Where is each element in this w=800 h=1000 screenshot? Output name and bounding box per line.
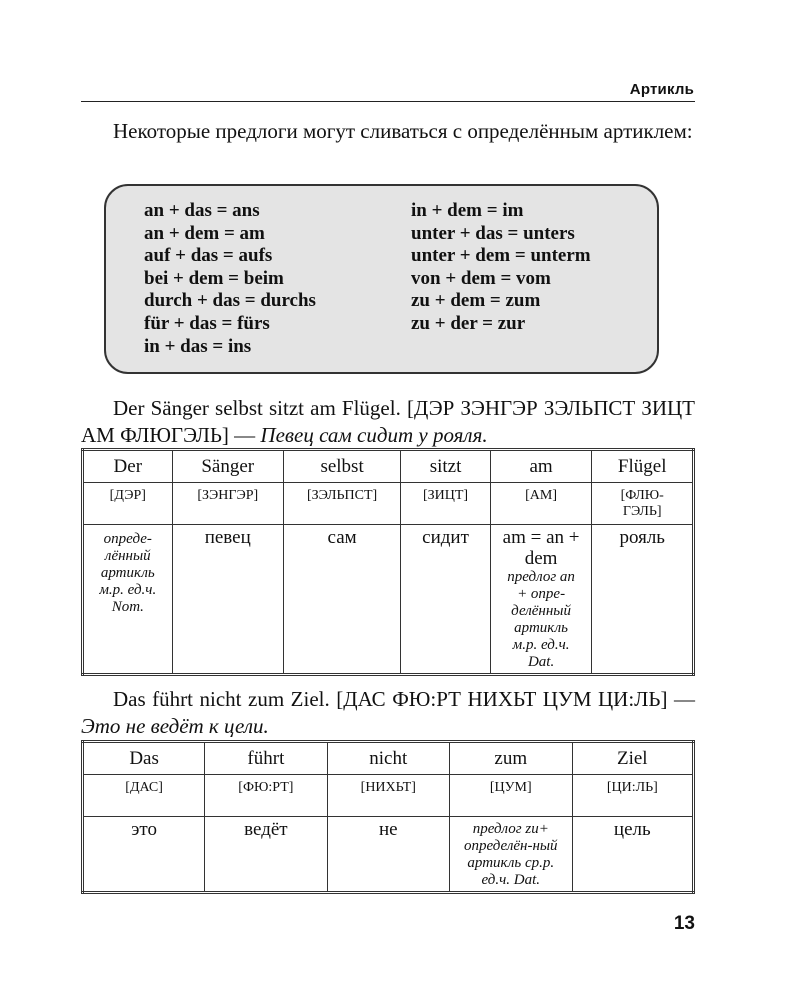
word-cell: Das bbox=[83, 742, 205, 775]
header-rule bbox=[81, 101, 695, 102]
pronunciation-cell: [ЗИЦТ] bbox=[401, 483, 490, 525]
contraction-item: für + das = fürs bbox=[144, 312, 270, 334]
pronunciation-cell: [ФЮ:РТ] bbox=[205, 775, 327, 817]
example2-german: Das führt nicht zum Ziel. [ДАС ФЮ:РТ НИХЬТ ЦУМ ЦИ:ЛЬ] — bbox=[113, 687, 695, 711]
meaning-cell: певец bbox=[172, 525, 283, 675]
example2-sentence bbox=[81, 686, 695, 740]
contraction-item: unter + dem = unterm bbox=[411, 245, 591, 267]
pronunciation-cell: [ФЛЮ-ГЭЛЬ] bbox=[592, 483, 694, 525]
word-cell: nicht bbox=[327, 742, 449, 775]
contraction-item: unter + das = unters bbox=[411, 222, 575, 244]
table-row bbox=[83, 450, 694, 483]
meaning-cell bbox=[83, 525, 173, 675]
contraction-item: in + das = ins bbox=[144, 335, 252, 357]
contractions-left-column bbox=[144, 200, 316, 358]
example2-translation: Это не ведёт к цели. bbox=[81, 714, 269, 738]
example2-gloss-table bbox=[81, 740, 695, 894]
meaning-cell: это bbox=[83, 817, 205, 893]
meaning-main: am = an + dem bbox=[502, 527, 580, 569]
contractions-box bbox=[104, 184, 659, 374]
meaning-cell bbox=[449, 817, 572, 893]
pronunciation-cell: [АМ] bbox=[490, 483, 592, 525]
word-cell: am bbox=[490, 450, 592, 483]
word-cell: zum bbox=[449, 742, 572, 775]
pronunciation-cell: [ЦИ:ЛЬ] bbox=[572, 775, 693, 817]
meaning-cell bbox=[490, 525, 592, 675]
contraction-item: bei + dem = beim bbox=[144, 267, 284, 289]
example1-german: Der Sänger selbst sitzt am Flügel. [ДЭР ЗЭНГЭР ЗЭЛЬПСТ ЗИЦТ АМ ФЛЮГЭЛЬ] — bbox=[81, 396, 695, 447]
meaning-cell: рояль bbox=[592, 525, 694, 675]
word-cell: Der bbox=[83, 450, 173, 483]
contraction-item: von + dem = vom bbox=[411, 267, 551, 289]
meaning-cell: ведёт bbox=[205, 817, 327, 893]
table-row bbox=[83, 775, 694, 817]
example1-translation: Певец сам сидит у рояля. bbox=[260, 423, 488, 447]
contraction-item: zu + dem = zum bbox=[411, 290, 541, 312]
intro-paragraph: Некоторые предлоги могут сливаться с определённым артиклем: bbox=[113, 119, 693, 143]
contraction-item: an + das = ans bbox=[144, 200, 260, 221]
meaning-cell: не bbox=[327, 817, 449, 893]
meaning-note: предлог an + опре-делённый артикль м.р. ед.ч. Dat. bbox=[507, 569, 575, 670]
table-row bbox=[83, 742, 694, 775]
pronunciation-cell: [ЗЭЛЬПСТ] bbox=[283, 483, 400, 525]
example1-sentence bbox=[81, 395, 695, 449]
contraction-item: in + dem = im bbox=[411, 200, 524, 221]
table-row bbox=[83, 483, 694, 525]
contractions-right-column bbox=[411, 200, 591, 336]
pronunciation-cell: [ЦУМ] bbox=[449, 775, 572, 817]
word-cell: sitzt bbox=[401, 450, 490, 483]
table-row bbox=[83, 525, 694, 675]
meaning-note: предлог zu+ определён-ный артикль ср.р. ед.ч. Dat. bbox=[463, 821, 558, 888]
pronunciation-cell: [НИХЬТ] bbox=[327, 775, 449, 817]
pronunciation-cell: [ЗЭНГЭР] bbox=[172, 483, 283, 525]
contraction-item: durch + das = durchs bbox=[144, 290, 316, 312]
example1-gloss-table bbox=[81, 448, 695, 676]
header-title: Артикль bbox=[629, 81, 694, 98]
pronunciation-cell: [ДАС] bbox=[83, 775, 205, 817]
contraction-item: zu + der = zur bbox=[411, 312, 526, 334]
word-cell: selbst bbox=[283, 450, 400, 483]
word-cell: Ziel bbox=[572, 742, 693, 775]
table-row bbox=[83, 817, 694, 893]
contraction-item: an + dem = am bbox=[144, 222, 265, 244]
pronunciation-cell: [ДЭР] bbox=[83, 483, 173, 525]
meaning-cell: сидит bbox=[401, 525, 490, 675]
word-cell: Flügel bbox=[592, 450, 694, 483]
word-cell: führt bbox=[205, 742, 327, 775]
meaning-note: опреде-лённый артикль м.р. ед.ч. Nom. bbox=[99, 531, 157, 615]
page-number: 13 bbox=[673, 913, 695, 934]
word-cell: Sänger bbox=[172, 450, 283, 483]
contraction-item: auf + das = aufs bbox=[144, 245, 273, 267]
meaning-cell: цель bbox=[572, 817, 693, 893]
meaning-cell: сам bbox=[283, 525, 400, 675]
